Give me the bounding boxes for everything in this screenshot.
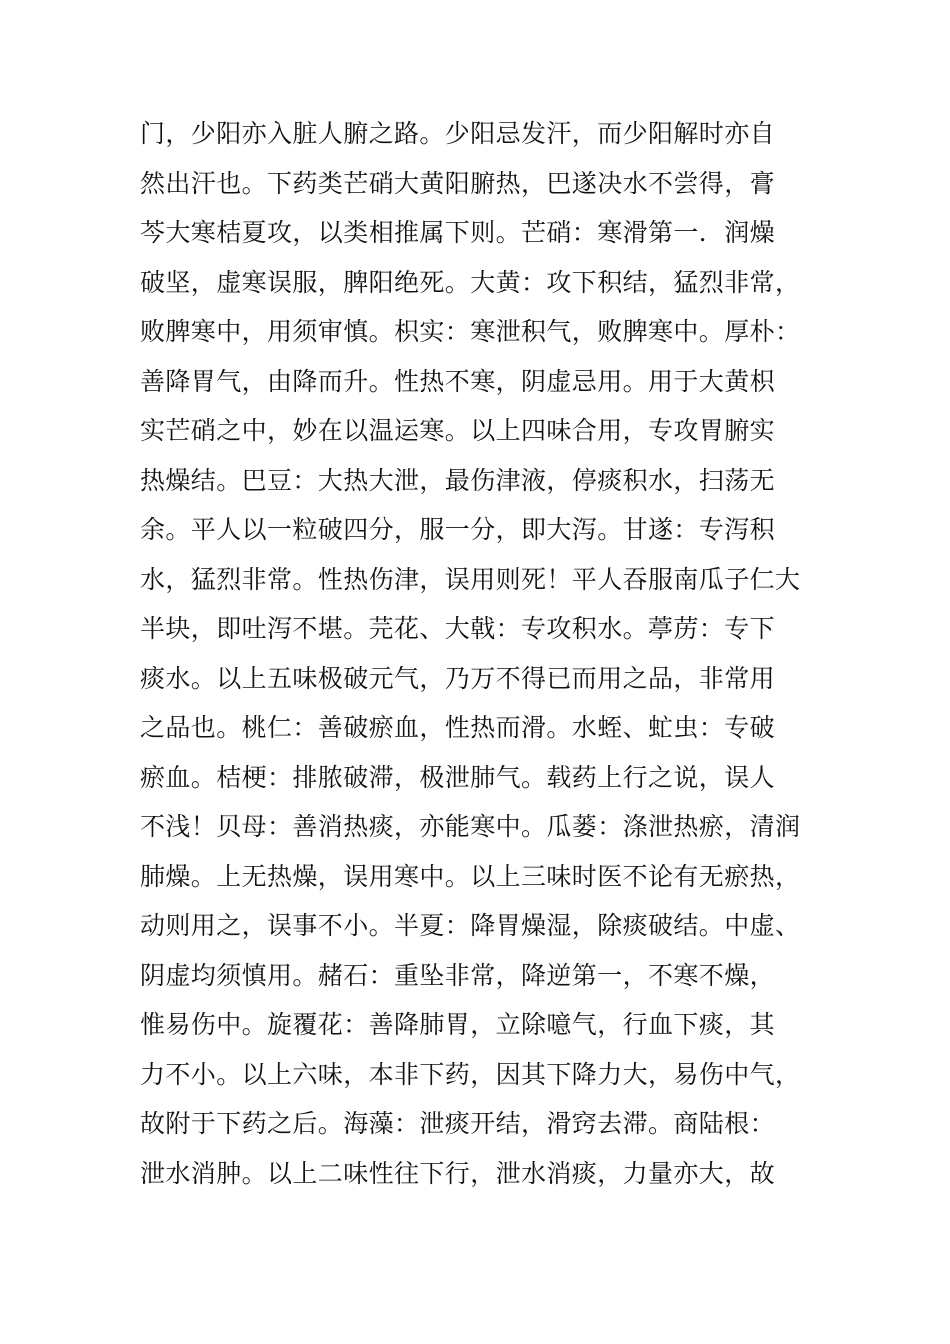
text-line: 泄水消肿。以上二味性往下行，泄水消痰，力量亦大，故 (140, 1158, 776, 1188)
text-line: 不浅！贝母：善消热痰，亦能寒中。瓜蒌：涤泄热瘀，清润 (140, 812, 801, 841)
text-line: 瘀血。桔梗：排脓破滞，极泄肺气。载药上行之说，误人 (140, 762, 776, 792)
text-line: 善降胃气，由降而升。性热不寒，阴虚忌用。用于大黄枳 (140, 366, 776, 396)
text-line: 阴虚均须慎用。赭石：重坠非常，降逆第一，不寒不燥， (140, 960, 776, 990)
text-line: 痰水。以上五味极破元气，乃万不得已而用之品，非常用 (140, 663, 776, 693)
text-line: 肺燥。上无热燥，误用寒中。以上三味时医不论有无瘀热， (140, 861, 801, 891)
text-line: 之品也。桃仁：善破瘀血，性热而滑。水蛭、虻虫：专破 (140, 713, 776, 742)
text-line: 败脾寒中，用须审慎。枳实：寒泄积气，败脾寒中。厚朴： (140, 317, 801, 346)
text-line: 余。平人以一粒破四分，服一分，即大泻。甘遂：专泻积 (140, 515, 776, 544)
text-line: 惟易伤中。旋覆花：善降肺胃，立除噫气，行血下痰，其 (140, 1010, 776, 1039)
text-line: 动则用之，误事不小。半夏：降胃燥湿，除痰破结。中虚、 (140, 911, 801, 940)
text-line: 实芒硝之中，妙在以温运寒。以上四味合用，专攻胃腑实 (140, 416, 776, 445)
text-line: 故附于下药之后。海藻：泄痰开结，滑窍去滞。商陆根： (140, 1109, 776, 1138)
text-line: 半块，即吐泻不堪。芫花、大戟：专攻积水。葶苈：专下 (140, 614, 776, 643)
body-text (140, 109, 820, 1198)
text-line: 破坚，虚寒误服，脾阳绝死。大黄：攻下积结，猛烈非常， (140, 267, 801, 297)
text-line: 水，猛烈非常。性热伤津，误用则死！平人吞服南瓜子仁大 (140, 564, 801, 594)
text-line: 热燥结。巴豆：大热大泄，最伤津液，停痰积水，扫荡无 (140, 465, 776, 495)
text-line: 芩大寒桔夏攻，以类相推属下则。芒硝：寒滑第一．润燥 (140, 218, 776, 247)
text-line: 然出汗也。下药类芒硝大黄阳腑热，巴遂决水不尝得，膏 (140, 168, 776, 198)
text-line: 力不小。以上六味，本非下药，因其下降力大，易伤中气， (140, 1059, 801, 1089)
text-line: 门，少阳亦入脏人腑之路。少阳忌发汗，而少阳解时亦自 (140, 119, 776, 148)
